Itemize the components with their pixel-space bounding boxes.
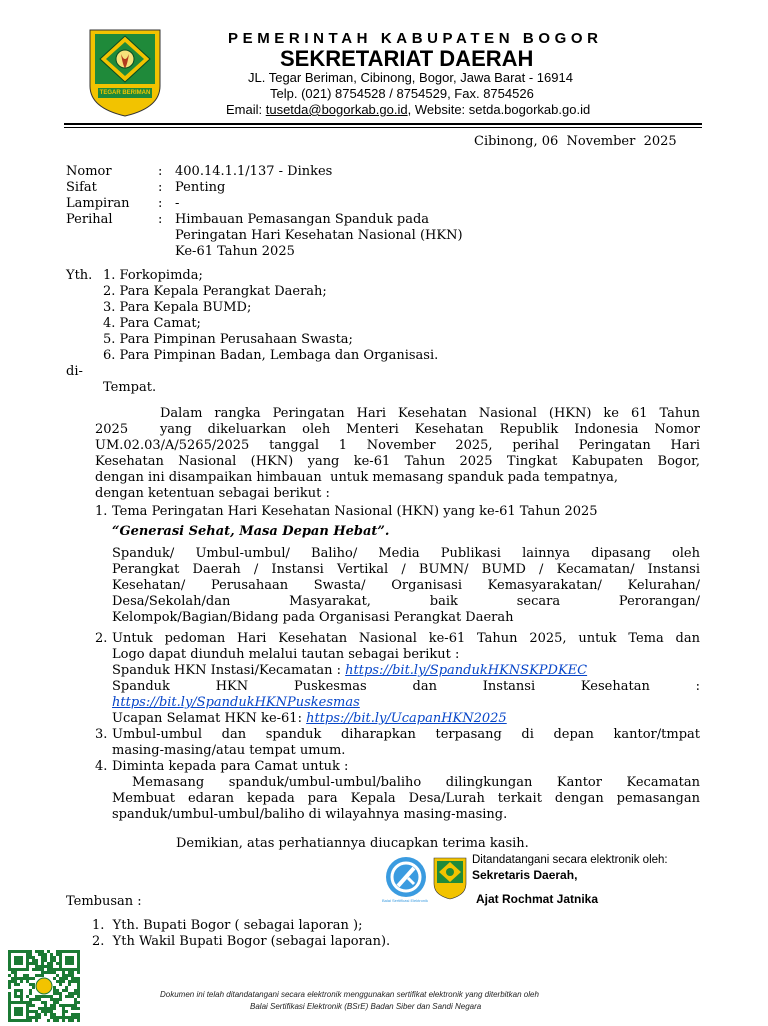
tembusan-label: Tembusan : <box>66 894 142 909</box>
nomor-colon: : <box>158 164 163 179</box>
office-phone: Telp. (021) 8754528 / 8754529, Fax. 8754526 <box>270 86 534 101</box>
item4-title: Diminta kepada para Camat untuk : <box>112 759 349 774</box>
regency-logo <box>86 24 164 118</box>
lampiran-colon: : <box>158 196 163 211</box>
perihal-label: Perihal <box>66 212 113 227</box>
link2-label: Spanduk HKN Puskesmas dan Instansi Kesehatan : <box>112 679 700 694</box>
item3-line: Umbul-umbul dan spanduk diharapkan terpasang di depan kantor/tmpat <box>112 727 700 742</box>
item2-line: Logo dapat diunduh melalui tautan sebagai berikut : <box>112 647 460 662</box>
government-name: PEMERINTAH KABUPATEN BOGOR <box>228 30 603 47</box>
link3-label: Ucapan Selamat HKN ke-61: <box>112 711 307 726</box>
perihal-line: Peringatan Hari Kesehatan Nasional (HKN) <box>175 228 463 243</box>
item1-title: Tema Peringatan Hari Kesehatan Nasional (HKN) yang ke-61 Tahun 2025 <box>112 504 598 519</box>
office-name: SEKRETARIAT DAERAH <box>280 46 534 71</box>
regency-emblem-icon <box>86 24 164 118</box>
item-number: 1. <box>95 504 108 519</box>
lampiran-value: - <box>175 196 180 211</box>
footer-note: Balai Sertifikasi Elektronik (BSrE) Badan Siber dan Sandi Negara <box>250 1002 482 1011</box>
item4-line: spanduk/umbul-umbul/baliho di wilayahnya masing-masing. <box>112 807 508 822</box>
item1-line: Spanduk/ Umbul-umbul/ Baliho/ Media Publikasi lainnya dipasang oleh <box>112 546 700 561</box>
office-address: JL. Tegar Beriman, Cibinong, Bogor, Jawa Barat - 16914 <box>248 70 573 85</box>
recipient-item: 6. Para Pimpinan Badan, Lembaga dan Organisasi. <box>103 348 439 363</box>
lampiran-label: Lampiran <box>66 196 130 211</box>
link1-label: Spanduk HKN Instasi/Kecamatan : <box>112 663 346 678</box>
intro-line: UM.02.03/A/5265/2025 tanggal 1 November 2025, perihal Peringatan Hari <box>95 438 700 453</box>
intro-line: Dalam rangka Peringatan Hari Kesehatan Nasional (HKN) ke 61 Tahun <box>160 406 700 421</box>
item4-line: Memasang spanduk/umbul-umbul/baliho dilingkungan Kantor Kecamatan <box>132 775 700 790</box>
link2-row <box>112 695 360 711</box>
campaign-theme: “Generasi Sehat, Masa Depan Hebat”. <box>112 524 390 539</box>
regency-emblem-small-icon <box>432 856 468 900</box>
sifat-value: Penting <box>175 180 226 195</box>
signatory-name: Ajat Rochmat Jatnika <box>476 892 599 906</box>
spanduk-puskesmas-link[interactable]: https://bit.ly/SpandukHKNPuskesmas <box>112 695 360 710</box>
recipient-di: di- <box>66 364 83 379</box>
recipient-item: 3. Para Kepala BUMD; <box>103 300 252 315</box>
ucapan-hkn-link[interactable]: https://bit.ly/UcapanHKN2025 <box>306 711 507 726</box>
closing-text: Demikian, atas perhatiannya diucapkan terima kasih. <box>176 836 529 851</box>
item2-line: Untuk pedoman Hari Kesehatan Nasional ke-61 Tahun 2025, untuk Tema dan <box>112 631 700 646</box>
perihal-line: Ke-61 Tahun 2025 <box>175 244 295 259</box>
spanduk-instansi-link[interactable]: https://bit.ly/SpandukHKNSKPDKEC <box>345 663 588 678</box>
recipient-prefix: Yth. <box>66 268 93 283</box>
tembusan-item: 1. Yth. Bupati Bogor ( sebagai laporan ); <box>92 918 363 933</box>
sifat-colon: : <box>158 180 163 195</box>
intro-line: Kesehatan Nasional (HKN) yang ke-61 Tahun 2025 Tingkat Kabupaten Bogor, <box>95 454 700 469</box>
item1-line: Kelompok/Bagian/Bidang pada Organisasi Perangkat Daerah <box>112 610 514 625</box>
recipient-item: 1. Forkopimda; <box>103 268 203 283</box>
nomor-label: Nomor <box>66 164 112 179</box>
verification-qr-code[interactable] <box>8 950 80 1022</box>
recipient-item: 5. Para Pimpinan Perusahaan Swasta; <box>103 332 353 347</box>
office-contact <box>226 102 590 117</box>
perihal-line: Himbauan Pemasangan Spanduk pada <box>175 212 430 227</box>
sifat-label: Sifat <box>66 180 97 195</box>
recipient-item: 4. Para Camat; <box>103 316 201 331</box>
esign-line: Ditandatangani secara elektronik oleh: <box>472 854 668 866</box>
item-number: 4. <box>95 759 108 774</box>
bsre-logo <box>384 856 428 904</box>
logo-motto: TEGAR BERIMAN <box>99 90 151 96</box>
bsre-caption: Balai Sertifikasi Elektronik <box>382 898 429 903</box>
nomor-value: 400.14.1.1/137 - Dinkes <box>175 164 333 179</box>
intro-line: dengan ini disampaikan himbauan untuk memasang spanduk pada tempatnya, <box>95 470 619 485</box>
footer-note: Dokumen ini telah ditandatangani secara elektronik menggunakan sertifikat elektronik yang diterbitkan oleh <box>160 990 539 999</box>
perihal-colon: : <box>158 212 163 227</box>
intro-line: 2025 yang dikeluarkan oleh Menteri Kesehatan Republik Indonesia Nomor <box>95 422 700 437</box>
tembusan-item: 2. Yth Wakil Bupati Bogor (sebagai laporan). <box>92 934 391 949</box>
item1-line: Kesehatan/ Perusahaan Swasta/ Organisasi Kemasyarakatan/ Kelurahan/ <box>112 578 700 593</box>
link1-row <box>112 663 587 679</box>
item3-line: masing-masing/atau tempat umum. <box>112 743 346 758</box>
item1-line: Perangkat Daerah / Instansi Vertikal / BUMN/ BUMD / Kecamatan/ Instansi <box>112 562 700 577</box>
header-rule-thin <box>64 127 702 128</box>
recipient-item: 2. Para Kepala Perangkat Daerah; <box>103 284 327 299</box>
link3-row <box>112 711 507 727</box>
qr-code-icon <box>8 950 80 1022</box>
item4-line: Membuat edaran kepada para Kepala Desa/Lurah terkait dengan pemasangan <box>112 791 700 806</box>
email-prefix: Email: <box>226 102 266 117</box>
email-link[interactable]: tusetda@bogorkab.go.id <box>265 102 408 117</box>
signature-logo <box>432 856 468 900</box>
header-rule-thick <box>64 123 702 125</box>
item-number: 2. <box>95 631 108 646</box>
item-number: 3. <box>95 727 108 742</box>
item1-line: Desa/Sekolah/dan Masyarakat, baik secara Perorangan/ <box>112 594 700 609</box>
website-text: , Website: setda.bogorkab.go.id <box>407 102 591 117</box>
esign-title: Sekretaris Daerah, <box>472 868 578 882</box>
intro-line: dengan ketentuan sebagai berikut : <box>95 486 330 501</box>
recipient-tempat: Tempat. <box>103 380 157 395</box>
bsre-emblem-icon <box>384 856 428 904</box>
letter-date: Cibinong, 06 November 2025 <box>474 134 677 149</box>
